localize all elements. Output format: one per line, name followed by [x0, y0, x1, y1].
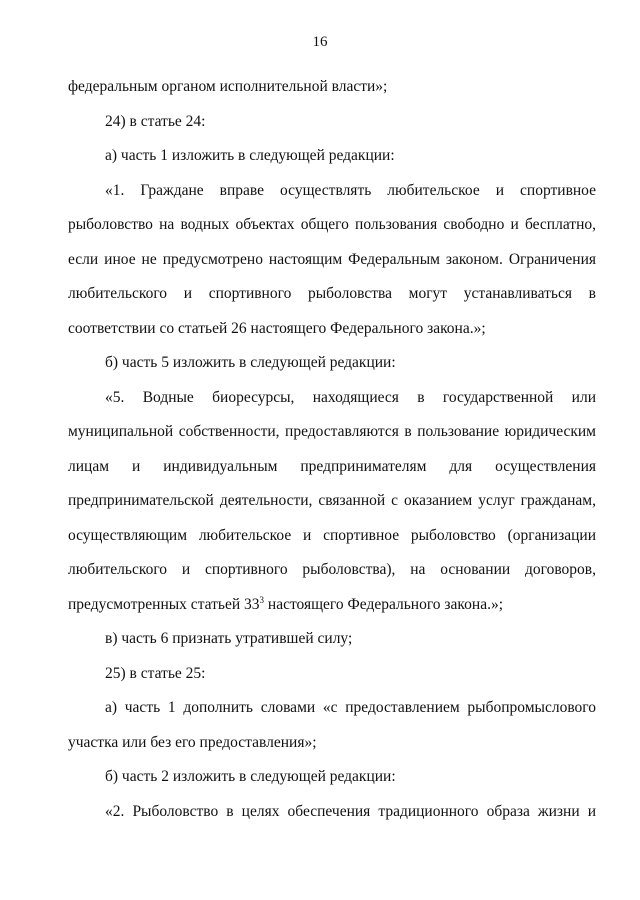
text-line: любительского и спортивного рыболовства могут устанавливаться в: [68, 285, 596, 302]
text-line: в) часть 6 признать утратившей силу;: [105, 630, 353, 647]
text-line: а) часть 1 изложить в следующей редакции:: [105, 147, 395, 164]
text-line: б) часть 2 изложить в следующей редакции:: [105, 768, 396, 785]
text-line: федеральным органом исполнительной власти»;: [68, 78, 388, 95]
text-line: муниципальной собственности, предоставляются в пользование юридическим: [68, 423, 596, 440]
text-fragment: настоящего Федерального закона.»;: [264, 595, 504, 613]
text-line: предпринимательской деятельности, связанной с оказанием услуг гражданам,: [68, 492, 596, 509]
text-line: 25) в статье 25:: [105, 664, 206, 682]
text-line-with-superscript: [68, 588, 596, 623]
text-fragment: предусмотренных статьей 33: [68, 595, 260, 613]
text-line: осуществляющим любительское и спортивное рыболовство (организации: [68, 526, 596, 544]
text-line: участка или без его предоставления»;: [68, 733, 317, 751]
page-number: 16: [312, 34, 328, 50]
text-line: любительского и спортивного рыболовства), на основании договоров,: [68, 561, 596, 578]
superscript: 3: [259, 594, 265, 605]
text-line: 24) в статье 24:: [105, 112, 206, 130]
text-line: «2. Рыболовство в целях обеспечения традиционного образа жизни и: [105, 802, 596, 820]
text-line: рыболовство на водных объектах общего пользования свободно и бесплатно,: [68, 216, 596, 233]
text-line: б) часть 5 изложить в следующей редакции:: [105, 354, 396, 371]
document-body: [68, 70, 596, 829]
text-line: «1. Граждане вправе осуществлять любительское и спортивное: [105, 181, 596, 199]
text-line: соответствии со статьей 26 настоящего Федерального закона.»;: [68, 319, 486, 337]
text-line: лицам и индивидуальным предпринимателям для осуществления: [68, 457, 596, 475]
text-line: если иное не предусмотрено настоящим Федеральным законом. Ограничения: [68, 250, 596, 268]
text-line: «5. Водные биоресурсы, находящиеся в государственной или: [105, 388, 596, 406]
text-line: а) часть 1 дополнить словами «с предоставлением рыбопромыслового: [105, 699, 596, 716]
